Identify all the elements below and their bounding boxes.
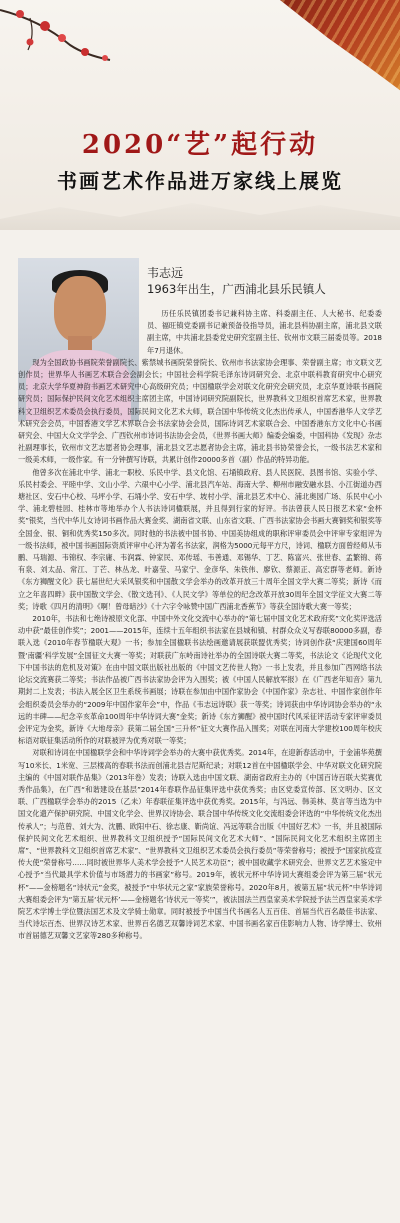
bio-paragraph: 2010年，书法和七绝诗被原文化部、中国中外文化交流中心举办的“第七届中国文化艺术政府奖”文化奖评选活动中获“最佳创作奖”；2001——2015年，连续十五年组织书法家在县城和镇、村群众众义写春联80000多副，春联入选《2010年春节楹联大观》一书；参加全国楹联书法绘画邀请展获联盟优秀奖；诗词创作获“庆建国60周年暨‘南疆’科学发展”全国征文大赛一等奖；对联获广东岭南诗社举办的全国诗联大赛二等奖，书法论文《论现代文化下中国书法的危机及对策》在由中国文联出版社出版的《中国文艺传世人物》一书上发表，并且参加广西网络书法论坛交流赛获二等奖；书法作品被广西书法家协会评为入围奖；被《中国人民解放军报》在《广西老年知音》第九期封二上发表；书法入展全区卫生系统书画展；诗联在参加由中国作家协会《中国作家》杂志社、中国作家创作年会组织委员会举办的“2009年中国作家年会”中，作品《韦志远诗联》获一等奖；诗词获由中华诗词协会举办的“永远的丰碑——纪念辛亥革命100周年中华诗词大赛”金奖；新诗《东方狮醒》被中国时代风采征评活动专家评审委员会评定为金奖，新诗《大地母亲》获第二届全国“三升杯”征文大赛作品入围奖；对联在河南大学建校100周年校庆标语对联征集活动所作的对联被评为优秀对联一等奖； — [18, 614, 382, 746]
artist-birth-origin: 1963年出生，广西浦北县乐民镇人 — [147, 282, 326, 296]
bio-paragraph: 他曾多次在浦北中学、浦北一职校、乐民中学、县文化馆、石埇镇政府、县人民医院、县图书馆、实验小学、乐民村委会、平睦中学、文山小学、六硍中心小学、浦北县汽车站、海南大学、柳州市融安融水县、小江街道办西塘社区、安石中心校、马坪小学、石埇小学、安石中学、坡村小学、浦北县艺术中心、浦北奥园广场、乐民中心小学、浦北碧桂园、桂林市等地举办个人书法诗词楹联展，并且得到行家的好评。书法曾获人民日报艺术家“金杯奖”银奖，当代中华儿女诗词书画作品大赛金奖、湖南省文联、山东省文联、广西书法家协会书画大赛铜奖和银奖等全国金、银、铜和优秀奖150多次。同时他的书法被中国书协、中国美协组成的职称评审委员会中评审专家组评为一级书法师，被中国书画国际资质评审中心评为著名书法家，润格为5000元每平方尺，诗词、楹联方面曾经师从韦鹏、马瑞源、韦锦权、李宗庸、韦润霖、钟家民、邓传瑶、韦善通、邓锡华、丁艺、陈富兴、张世春、孟繁锦、蒋有泉、刘太品、常江、丁芒、林丛龙、叶嘉莹、马家宁、金彦华、朱铁伟、廖钦、蔡源正、高宏群等老师。新诗《东方狮醒文化》获七届世纪大采风银奖和中国散文学会举办的改革开放三十周年全国文学大赛二等奖；新诗《而立之年喜四畔》获中国散文学会、《散文选刊》、《人民文学》等单位的纪念改革开放30周年全国文学征文大赛二等奖；诗歌《四月的清明》《啊！曾母暗沙》《十六字令咏赞中国广西浦北香蕉节》等获全国诗歌大赛一等奖； — [18, 467, 382, 611]
page-subtitle: 书画艺术作品进万家线上展览 — [57, 169, 343, 193]
roof-tiles-decoration — [240, 0, 400, 95]
bio-paragraph: 现为全国政协书画院荣誉副院长、紫禁城书画院荣誉院长、钦州市书法家协会理事、荣誉副主席；市文联文艺创作员；世界华人书画艺术联合会会副会长；中国社会科学院毛泽东诗词研究会、北京中联科教育研究中心研究员；北京大学华夏神韵书画艺术研究中心高级研究员；中国楹联学会对联文化研究会研究员，北京华夏诗联书画院研究员；国际保护民间文化艺术组织主席团主席，中国诗词研究院副院长，世界教科文卫组织首席艺术家，世界教科文卫组织艺术委员会执行委员，国际民间文化艺术大师，联合国中华传统文化杰出传承人，中国香港华人文学艺术研究会会员，中国香港文学艺术界联合会书法家协会会员，国际诗词艺术家联合会、中国香港东方文化中心书画研究会、中国大众文学学会、广西钦州市诗词书法协会会员，《世界书画大师》编委会编委，中国科协《发现》杂志社副理事长，钦州市文艺志愿者协会理事，浦北县文艺志愿者协会主席，浦北县书协荣誉会长，一级书法艺术家和一级美术师，一级作家。有一分钟撰写诗联，共累计创作20000多首（副）作品的特异功能。 — [18, 357, 382, 465]
page-title: 2020“艺”起行动 — [81, 130, 319, 160]
artist-name: 韦志远 — [147, 266, 184, 280]
bio-paragraph: 对联和诗词在中国楹联学会和中华诗词学会举办的大赛中获优秀奖。2014年，在迎新春活动中，于金浦华苑撰写10米长、1米宽、三层楼高的春联书法而创浦北县吉尼斯纪录；对联12首在中国楹联学会、中华对联文化研究院主编的《中国对联作品集》（2013年卷）发表；诗联入选由中国文联、湖南省政府主办的《中国百诗百联大奖赛优秀作品集》，在广西“和谐建设在基层”2014年春联作品征集评选中获优秀奖；由区党委宣传部、区文明办、区文联、广西楹联学会举办的2015（乙未）年春联征集评选中获优秀奖。2015年，与冯远、韩美林、莫言等当选为中国文化遗产保护研究院、中国文化学会、世界汉诗协会、联合国中华传统文化交流组委会评选的“中华传统文化杰出传承人”；与范曾、刘大为、沈鹏、欧阳中石、徐志康、靳尚谊、冯远等联合出版《中国好艺术》一书，并且被国际保护民间文化艺术组织、世界教科文卫组织授予“国际民间文化艺术大师”、“国际民间文化艺术组织主席团主席”、“世界教科文卫组织首席艺术家”、“世界教科文卫组织艺术委员会执行委员”等荣誉称号；被授予“国家抗疫宣传大使”荣誉称号……同时被世界华人美术学会授予“人民艺术功臣”；被中国收藏学术研究会、世界文艺艺术鉴定中心授予“当代最具学术价值与市场潜力的书画家”称号。2019年，被状元杯中华诗词大赛组委会评为第三届“状元杯”——金榜题名“诗状元”金奖，被授予“中华状元之家”家族荣誉称号。2020年8月，被第五届“状元杯”中华诗词大赛组委会评为“第五届‘状元杯’——金榜题名‘诗状元一等奖’”，被法国法兰西皇家美术学院授予法兰西皇家美术学院艺术学博士学位暨法国艺术及文学骑士勋章。同时被授予中国当代书画名人五百佳、首届当代百名最佳书法家、当代诗坛百杰、世界汉诗艺术家、世界百名德艺双馨诗词艺术家、中国书画名家百佳影响力人物、诗学博士、钦州市首届德艺双馨文艺家等280多种称号。 — [18, 748, 382, 941]
ink-mountain-decoration — [0, 195, 400, 230]
plum-branch-icon — [0, 0, 120, 80]
bio-paragraph: 历任乐民镇团委书记兼科协主席、科委副主任、人大秘书、纪委委员、福旺镇党委副书记兼预备役指导员，浦北县科协副主席，浦北县文联副主席，中共浦北县委党史研究室副主任、钦州市文联三届委员等。2018年7月退休。 — [147, 309, 382, 355]
biography-text — [18, 308, 382, 943]
header-banner — [0, 0, 400, 230]
